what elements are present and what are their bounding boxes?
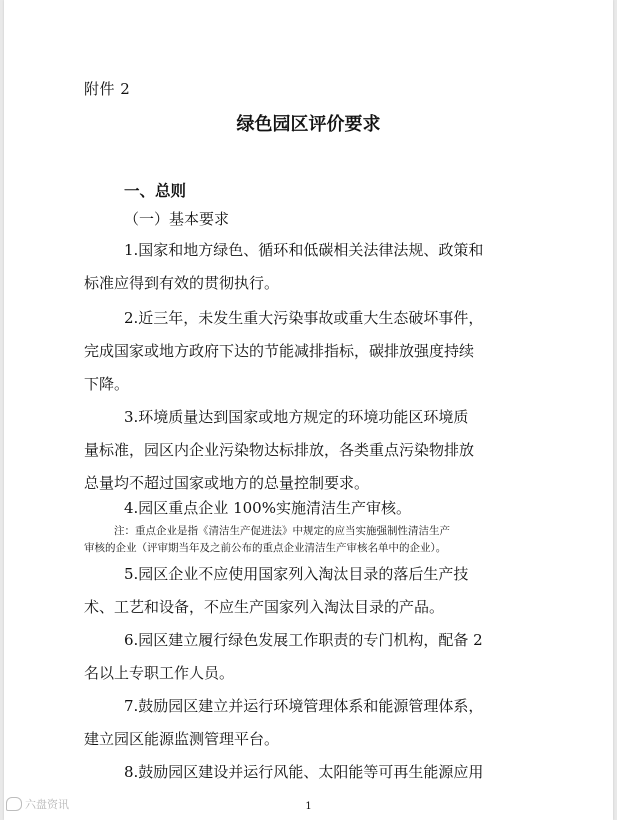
requirement-item-1: 1.国家和地方绿色、循环和低碳相关法律法规、政策和 标准应得到有效的贯彻执行。 <box>84 241 484 292</box>
section-heading: 一、总则 <box>124 182 187 200</box>
document-title: 绿色园区评价要求 <box>236 114 381 135</box>
watermark <box>6 796 69 812</box>
subsection-heading: （一）基本要求 <box>124 210 230 228</box>
requirement-item-8: 8.鼓励园区建设并运行风能、太阳能等可再生能源应用 <box>124 763 484 781</box>
requirement-item-3: 3.环境质量达到国家或地方规定的环境功能区环境质 量标准，园区内企业污染物达标排放，各类重点污染物排放 总量均不超过国家或地方的总量控制要求。 <box>84 408 475 492</box>
requirement-item-7: 7.鼓励园区建立并运行环境管理体系和能源管理体系， 建立园区能源监测管理平台。 <box>84 697 484 748</box>
page-number: 1 <box>305 801 312 812</box>
document-page <box>4 0 613 820</box>
requirement-item-2: 2.近三年，未发生重大污染事故或重大生态破坏事件， 完成国家或地方政府下达的节能减排指标，碳排放强度持续 下降。 <box>84 309 484 393</box>
requirement-item-6: 6.园区建立履行绿色发展工作职责的专门机构，配备 2 名以上专职工作人员。 <box>84 631 483 682</box>
watermark-logo-icon <box>6 797 22 811</box>
attachment-label: 附件 2 <box>84 80 131 98</box>
watermark-text: 六盘资讯 <box>25 798 69 811</box>
footnote: 注：重点企业是指《清洁生产促进法》中规定的应当实施强制性清洁生产 审核的企业（评审期当年及之前公布的重点企业清洁生产审核名单中的企业）。 <box>84 525 450 554</box>
requirement-item-5: 5.园区企业不应使用国家列入淘汰目录的落后生产技 术、工艺和设备，不应生产国家列入淘汰目录的产品。 <box>84 565 469 616</box>
requirement-item-4: 4.园区重点企业 100%实施清洁生产审核。 <box>124 499 411 517</box>
